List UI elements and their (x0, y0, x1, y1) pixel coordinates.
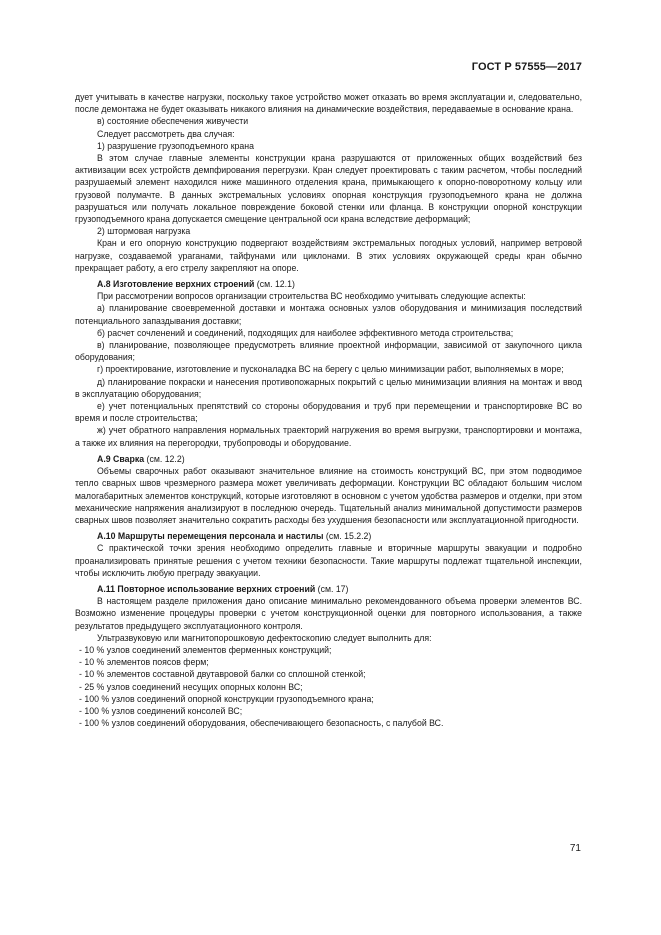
paragraph: В настоящем разделе приложения дано описание минимально рекомендованного объема проверки элементов ВС. Возможно изменение процедуры проверки с учетом конструкционной оценки для повторного использования, а также результатов предыдущего эксплуатационного контроля. (75, 596, 582, 631)
list-item: - 10 % элементов поясов ферм; (79, 657, 209, 668)
paragraph: Объемы сварочных работ оказывают значительное влияние на стоимость конструкций ВС, при этом подводимое тепло сварных швов чрезмерного размера может увеличивать деформации. Конструкции ВС обладают большим числом малогабаритных элементов конструкций, которые изготовляют в основном с учетом удобства размеров и отделки, при этом механические напряжения анализируют в последнюю очередь. Тщательный анализ минимальной допустимости размеров сварных швов позволяет значительно сократить расходы без ухудшения безопасности или эксплуатационной пригодности. (75, 466, 582, 525)
list-item: ж) учет обратного направления нормальных траекторий нагружения во время выгрузки, транспортировки и монтажа, а также их влияния на перегородки, трубопроводы и оборудование. (75, 425, 582, 448)
page-number: 71 (569, 843, 581, 854)
paragraph: в) состояние обеспечения живучести (97, 116, 249, 127)
paragraph: 2) штормовая нагрузка (97, 226, 191, 237)
list-item: - 10 % узлов соединений элементов ферменных конструкций; (79, 644, 332, 655)
paragraph: дует учитывать в качестве нагрузки, поскольку такое устройство может отказать во время эксплуатации и, следовательно, после демонтажа не будет оказывать никакого влияния на динамические воздействия, передаваемые в основание крана. (75, 92, 582, 115)
section-title: А.9 Сварка (97, 453, 145, 464)
paragraph: Кран и его опорную конструкцию подвергают воздействиям экстремальных погодных условий, например ветровой нагрузке, создаваемой ураганами, тайфунами или циклонами. В этих условиях окружающей среды кран обычно прекращает работу, а его стрелу закрепляют на опоре. (75, 238, 582, 273)
paragraph: Ультразвуковую или магнитопорошковую дефектоскопию следует выполнить для: (97, 632, 432, 643)
list-item: б) расчет сочленений и соединений, подходящих для наиболее эффективного метода строительства; (97, 327, 514, 338)
list-item: - 100 % узлов соединений оборудования, обеспечивающего безопасность, с палубой ВС. (79, 718, 444, 729)
list-item: - 25 % узлов соединений несущих опорных колонн ВС; (79, 681, 303, 692)
section-heading-a8 (75, 278, 582, 290)
paragraph: Следует рассмотреть два случая: (97, 128, 235, 139)
list-item: г) проектирование, изготовление и пусконаладка ВС на берегу с целью минимизации работ, выполняемых в море; (97, 364, 564, 375)
paragraph: 1) разрушение грузоподъемного крана (97, 140, 254, 151)
list-item: е) учет потенциальных препятствий со стороны оборудования и труб при перемещении и транспортировке ВС во время и после строительства; (75, 401, 582, 424)
section-heading-a11 (75, 583, 582, 595)
section-title: А.11 Повторное использование верхних строений (97, 583, 316, 594)
paragraph: При рассмотрении вопросов организации строительства ВС необходимо учитывать следующие аспекты: (97, 291, 526, 302)
list-item: а) планирование своевременной доставки и монтажа основных узлов оборудования и минимизация последствий потенциального запаздывания доставки; (75, 303, 582, 326)
section-title: А.10 Маршруты перемещения персонала и настилы (97, 531, 324, 542)
list-item: - 100 % узлов соединений опорной конструкции грузоподъемного крана; (79, 693, 374, 704)
section-ref: (см. 15.2.2) (323, 531, 372, 542)
list-item: в) планирование, позволяющее предусмотреть влияние проектной информации, зависимой от закупочного цикла оборудования; (75, 340, 582, 363)
section-ref: (см. 12.2) (144, 453, 185, 464)
paragraph: С практической точки зрения необходимо определить главные и вторичные маршруты эвакуации и подробно проанализировать принятые решения с учетом техники безопасности. Такие маршруты подлежат тщательной инспекции, чтобы исключить любую преграду эвакуации. (75, 543, 582, 578)
document-id: ГОСТ Р 57555—2017 (471, 61, 582, 73)
section-heading-a10 (75, 530, 582, 542)
paragraph: В этом случае главные элементы конструкции крана разрушаются от приложенных общих воздействий без активизации всех устройств демпфирования перегрузки. Кран следует проектировать с таким расчетом, чтобы последний разрушаемый элемент находился ниже машинного отделения крана, примыкающего к опорно-поворотному кольцу или грузовой полумачте. В данных экстремальных условиях опорная конструкция грузоподъемного крана не должна разрушаться или получать локальное повреждение боковой стенки или фланца. В конструкции опорной конструкции грузоподъемного крана допускается смещение центральной оси крана вследствие деформаций; (75, 153, 582, 225)
section-ref: (см. 17) (315, 583, 349, 594)
section-heading-a9 (75, 453, 582, 465)
list-item: - 10 % элементов составной двутавровой балки со сплошной стенкой; (79, 669, 366, 680)
document-body (75, 91, 582, 729)
section-title: А.8 Изготовление верхних строений (97, 279, 255, 290)
list-item: д) планирование покраски и нанесения противопожарных покрытий с целью минимизации влияния на монтаж и ввод в эксплуатацию оборудования; (75, 376, 582, 399)
list-item: - 100 % узлов соединений консолей ВС; (79, 705, 243, 716)
section-ref: (см. 12.1) (254, 279, 295, 290)
